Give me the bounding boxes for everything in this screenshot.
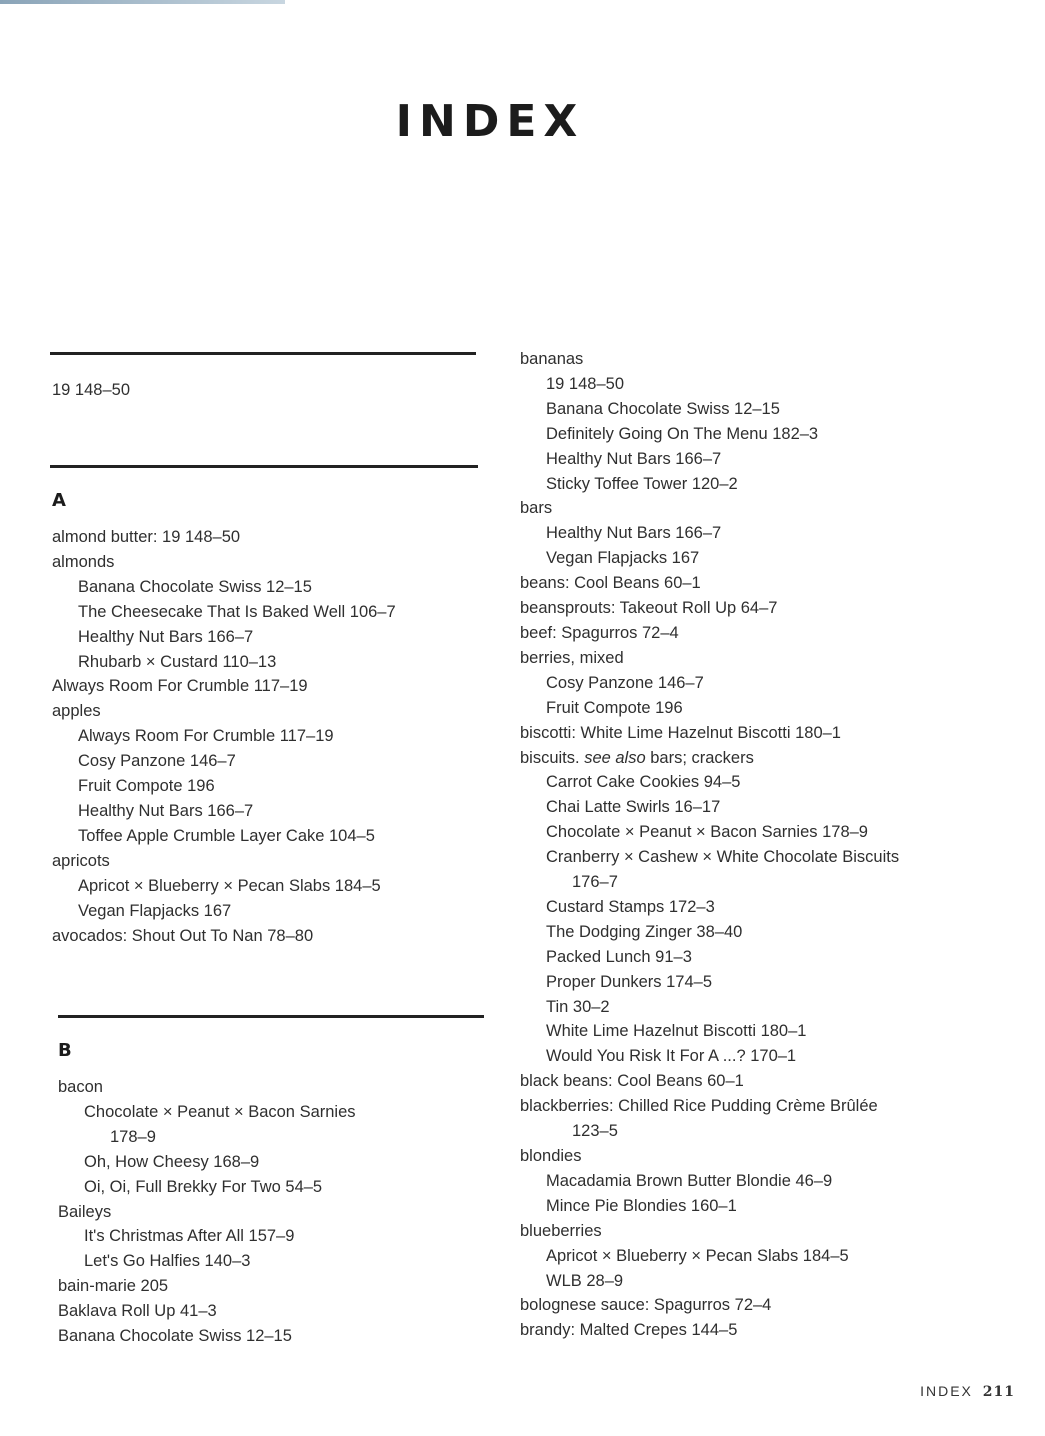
index-entry: black beans: Cool Beans 60–1 (520, 1072, 744, 1091)
index-entry: biscotti: White Lime Hazelnut Biscotti 180–1 (520, 723, 841, 742)
index-subentry: Vegan Flapjacks 167 (546, 549, 700, 568)
section-letter: B (58, 1040, 72, 1061)
entry-list (520, 347, 899, 1343)
index-subentry: Fruit Compote 196 (78, 777, 215, 796)
index-entry: Always Room For Crumble 117–19 (52, 677, 308, 696)
section-letter: A (52, 490, 66, 511)
index-entry: bain-marie 205 (58, 1277, 169, 1296)
index-subentry: Packed Lunch 91–3 (546, 947, 692, 966)
section-rule (50, 352, 476, 355)
index-subentry: Carrot Cake Cookies 94–5 (546, 773, 741, 792)
index-subentry: Healthy Nut Bars 166–7 (78, 627, 254, 646)
entry-text: bars; crackers (645, 748, 754, 767)
index-entry: blueberries (520, 1221, 602, 1240)
index-subentry: The Dodging Zinger 38–40 (546, 922, 743, 941)
section-rule (50, 465, 478, 468)
index-subentry: Proper Dunkers 174–5 (546, 972, 713, 991)
index-subentry: Healthy Nut Bars 166–7 (78, 801, 254, 820)
index-subentry: 123–5 (572, 1122, 618, 1141)
top-entries (52, 378, 130, 403)
right-column (520, 347, 899, 1343)
index-entry: beansprouts: Takeout Roll Up 64–7 (520, 599, 778, 618)
index-subentry: Banana Chocolate Swiss 12–15 (546, 399, 780, 418)
index-subentry: Banana Chocolate Swiss 12–15 (78, 577, 312, 596)
index-entry: Baileys (58, 1202, 112, 1221)
index-subentry: Let's Go Halfies 140–3 (84, 1252, 251, 1271)
index-entry (520, 746, 899, 771)
page-number: 211 (982, 1384, 1015, 1400)
index-subentry: Sticky Toffee Tower 120–2 (546, 474, 738, 493)
index-subentry: Oi, Oi, Full Brekky For Two 54–5 (84, 1177, 323, 1196)
index-entry: bolognese sauce: Spagurros 72–4 (520, 1296, 772, 1315)
index-subentry: Cosy Panzone 146–7 (546, 673, 704, 692)
scan-edge (0, 0, 285, 4)
index-subentry: Definitely Going On The Menu 182–3 (546, 424, 819, 443)
index-entry: bananas (520, 350, 584, 368)
index-entry: apples (52, 702, 101, 721)
index-entry: bacon (58, 1078, 103, 1096)
index-subentry: White Lime Hazelnut Biscotti 180–1 (546, 1022, 807, 1041)
page-title: INDEX (395, 96, 585, 147)
section-a (52, 490, 396, 948)
index-subentry: It's Christmas After All 157–9 (84, 1227, 295, 1246)
index-subentry: Custard Stamps 172–3 (546, 897, 715, 916)
index-subentry: Mince Pie Blondies 160–1 (546, 1196, 737, 1215)
index-subentry: 178–9 (110, 1127, 156, 1146)
footer-label: INDEX (920, 1383, 973, 1399)
index-subentry: Rhubarb × Custard 110–13 (78, 652, 277, 671)
index-entry: Baklava Roll Up 41–3 (58, 1302, 217, 1321)
index-entry: berries, mixed (520, 648, 624, 667)
entry-list (52, 525, 396, 948)
index-entry: 19 148–50 (52, 381, 130, 399)
entry-cross-reference: see also (584, 748, 646, 767)
index-entry: beans: Cool Beans 60–1 (520, 574, 701, 593)
index-entry: beef: Spagurros 72–4 (520, 623, 679, 642)
index-entry: almond butter: 19 148–50 (52, 528, 241, 546)
index-entry: brandy: Malted Crepes 144–5 (520, 1321, 738, 1340)
index-subentry: Oh, How Cheesy 168–9 (84, 1152, 260, 1171)
index-subentry: Chai Latte Swirls 16–17 (546, 798, 721, 817)
index-subentry: Toffee Apple Crumble Layer Cake 104–5 (78, 826, 375, 845)
index-entry: apricots (52, 851, 110, 870)
entry-list (58, 1075, 356, 1349)
index-subentry: Chocolate × Peanut × Bacon Sarnies 178–9 (546, 823, 868, 842)
index-subentry: Would You Risk It For A ...? 170–1 (546, 1047, 797, 1066)
index-entry: blondies (520, 1147, 582, 1165)
index-entry: bars (520, 499, 553, 518)
index-subentry: Chocolate × Peanut × Bacon Sarnies (84, 1102, 356, 1121)
index-subentry: Healthy Nut Bars 166–7 (546, 449, 722, 468)
section-rule (58, 1015, 484, 1018)
section-b (58, 1040, 356, 1349)
index-entry: avocados: Shout Out To Nan 78–80 (52, 926, 314, 945)
index-entry: blackberries: Chilled Rice Pudding Crème Brûlée (520, 1097, 878, 1116)
index-entry: Banana Chocolate Swiss 12–15 (58, 1327, 292, 1346)
index-entry: almonds (52, 552, 115, 571)
index-subentry: Apricot × Blueberry × Pecan Slabs 184–5 (78, 876, 381, 895)
index-subentry: Apricot × Blueberry × Pecan Slabs 184–5 (546, 1246, 849, 1265)
index-subentry: Cranberry × Cashew × White Chocolate Biscuits (546, 848, 900, 867)
index-subentry: 19 148–50 (546, 374, 624, 393)
index-subentry: Healthy Nut Bars 166–7 (546, 524, 722, 543)
index-subentry: WLB 28–9 (546, 1271, 624, 1290)
index-subentry: Fruit Compote 196 (546, 698, 683, 717)
index-subentry: The Cheesecake That Is Baked Well 106–7 (78, 602, 396, 621)
entry-text: biscuits. (520, 748, 585, 767)
index-subentry: Cosy Panzone 146–7 (78, 752, 236, 771)
index-subentry: Tin 30–2 (546, 997, 610, 1016)
index-subentry: Vegan Flapjacks 167 (78, 901, 232, 920)
index-subentry: Macadamia Brown Butter Blondie 46–9 (546, 1171, 833, 1190)
index-subentry: 176–7 (572, 873, 618, 892)
page-footer (920, 1383, 1015, 1400)
index-subentry: Always Room For Crumble 117–19 (78, 727, 334, 746)
